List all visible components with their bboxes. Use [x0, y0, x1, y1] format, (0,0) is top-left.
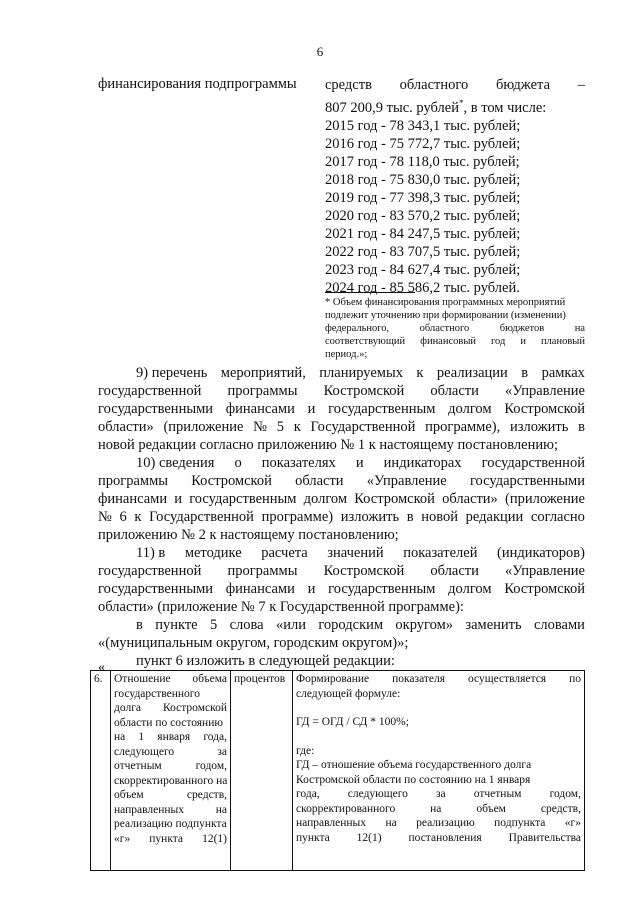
paragraph-line: [98, 454, 585, 472]
word: к: [134, 509, 142, 525]
cell-line: [296, 816, 581, 831]
word: на: [114, 731, 126, 743]
word: государственной: [98, 383, 202, 399]
word: «Управление: [505, 563, 585, 579]
word: и: [307, 581, 316, 597]
cell-line: [296, 831, 581, 846]
word: следующего: [114, 745, 175, 758]
word: (индикаторов): [497, 545, 585, 561]
year-amount-2024: 2024 год - 85 586,2 тыс. рублей.: [325, 279, 520, 296]
word: государственными: [98, 401, 214, 417]
word: плановый: [540, 336, 585, 347]
word: пункта: [149, 832, 184, 845]
word: соответствующий: [325, 336, 406, 347]
word: государственными: [98, 581, 214, 597]
word: и: [307, 401, 316, 417]
word: долгом: [448, 401, 492, 417]
word: на: [574, 323, 585, 334]
word: на: [385, 817, 397, 829]
word: индикаторах: [383, 455, 462, 471]
word: ГД = ОГД / СД * 100%;: [296, 716, 409, 728]
paragraph-line: [98, 490, 585, 508]
word: мероприятий,: [220, 365, 306, 381]
word: на: [430, 802, 442, 815]
total-amount: 807 200,9 тыс. рублей: [325, 99, 459, 116]
footnote: [325, 296, 585, 361]
word: средств,: [540, 802, 581, 815]
word: изложить: [509, 419, 569, 435]
word: осуществляется: [468, 673, 547, 685]
word: Государственной: [149, 509, 254, 525]
word: к: [293, 419, 301, 435]
word: период.»;: [325, 349, 368, 360]
cell-line: [114, 701, 227, 716]
word: следующей формуле:: [296, 687, 401, 700]
word: области» (приложение № 7 к Государственной программе):: [98, 599, 464, 615]
methodology-table: [90, 670, 585, 871]
word: государственного: [114, 687, 200, 700]
financing-details: [325, 76, 585, 297]
word: подпункта: [494, 817, 546, 829]
word: согласно: [530, 509, 585, 525]
paragraph-line: [98, 616, 585, 634]
cell-line: [296, 687, 581, 702]
word: пункте: [155, 617, 198, 633]
word: направленных: [114, 803, 185, 816]
word: бюджета: [495, 77, 551, 93]
word: долга: [114, 702, 142, 714]
word: объем: [114, 789, 144, 801]
cell-line: [296, 787, 581, 802]
word: долгом: [448, 581, 492, 597]
word: словами: [533, 617, 585, 633]
indicator-name: [111, 671, 231, 871]
word: Костромской: [323, 563, 405, 579]
paragraph-line: [98, 382, 585, 400]
word: области: [295, 473, 344, 489]
paragraph-line: [98, 436, 585, 454]
word: государственным: [189, 491, 297, 507]
word: 12(1): [202, 832, 227, 845]
word: объема: [192, 673, 227, 685]
word: Костромской: [504, 401, 585, 417]
cell-line: [296, 672, 581, 687]
word: области: [430, 563, 479, 579]
word: государственными: [469, 473, 585, 489]
word: отчетным: [114, 760, 162, 772]
word: финансами: [225, 401, 295, 417]
word: –: [577, 77, 585, 93]
word: показателя: [392, 673, 446, 685]
word: «(муниципальным округом, городским округом)»;: [98, 635, 409, 651]
calculation-description: [293, 671, 585, 871]
year-amount-2020: 2020 год - 83 570,2 тыс. рублей;: [325, 207, 521, 224]
word: «или: [275, 617, 306, 633]
year-amount-2017: 2017 год - 78 118,0 тыс. рублей;: [325, 153, 520, 170]
word: программы: [98, 473, 168, 489]
word: (приложение: [163, 419, 244, 435]
word: следующего: [347, 788, 408, 800]
word: скорректированного: [296, 802, 396, 815]
word: области по состоянию: [114, 716, 223, 729]
word: года,: [296, 788, 320, 800]
cell-line: [114, 759, 227, 774]
footnote-line: [325, 309, 585, 322]
word: отчетным: [473, 788, 522, 800]
word: 11) в: [136, 545, 166, 561]
financing-line-1: [325, 76, 585, 94]
word: 5: [276, 419, 284, 435]
word: значений: [327, 545, 384, 561]
word: и: [355, 455, 364, 471]
word: изложить: [340, 509, 400, 525]
word: планируемых: [319, 365, 403, 381]
word: средств,: [186, 789, 227, 801]
word: округом»: [395, 617, 454, 633]
opening-quote: «: [98, 660, 105, 675]
word: пункт 6 изложить в следующей редакции:: [136, 653, 395, 669]
year-amount-2022: 2022 год - 83 707,5 тыс. рублей;: [325, 243, 521, 260]
word: Костромской области по состоянию на 1 января: [296, 773, 531, 786]
word: 1: [138, 731, 145, 743]
footnote-mark: *: [458, 98, 464, 108]
word: и: [520, 336, 526, 347]
cell-line: [114, 730, 227, 745]
word: государственным: [328, 581, 436, 597]
word: 5: [209, 617, 218, 633]
paragraph-line: [98, 508, 585, 526]
item-number: 6.: [91, 671, 111, 871]
word: рамках: [541, 365, 585, 381]
word: показателях: [261, 455, 336, 471]
page-number: 6: [316, 44, 324, 59]
word: Костромской: [191, 473, 272, 489]
word: годом,: [195, 760, 227, 772]
paragraph-line: [98, 562, 585, 580]
word: реализацию подпункта: [114, 818, 227, 830]
word: области»: [98, 419, 154, 435]
word: Правительства: [508, 831, 581, 844]
word: новой: [421, 509, 458, 525]
year-amount-2018: 2018 год - 75 830,0 тыс. рублей;: [325, 171, 521, 188]
word: программе): [261, 509, 334, 525]
word: области»: [442, 491, 498, 507]
word: * Объем финансирования программных мероприятий: [325, 297, 566, 308]
year-amount-2015: 2015 год - 78 343,1 тыс. рублей;: [325, 117, 521, 134]
cell-line: [114, 803, 227, 818]
cell-line: [296, 715, 581, 730]
word: скорректированного на: [114, 774, 228, 787]
word: Государственной: [310, 419, 416, 435]
footnote-line: [325, 296, 585, 309]
word: средств: [325, 77, 372, 93]
word: Костромской: [163, 702, 227, 714]
cell-line: [114, 788, 227, 803]
word: (приложение: [504, 491, 585, 507]
cell-line: [114, 687, 227, 702]
paragraph-line: [98, 364, 585, 382]
year-amount-2021: 2021 год - 84 247,5 тыс. рублей;: [325, 225, 521, 242]
word: по: [569, 673, 581, 685]
word: бюджетов: [499, 323, 545, 334]
footnote-line: [325, 335, 585, 348]
word: программы: [227, 383, 298, 399]
paragraph-line: [98, 652, 585, 670]
word: программы: [227, 563, 298, 579]
word: реализацию: [416, 817, 475, 829]
total-suffix: , в том числе:: [463, 99, 547, 116]
word: слова: [229, 617, 264, 633]
paragraph-line: [98, 400, 585, 418]
word: за: [217, 745, 227, 758]
year-amount-2023: 2023 год - 84 627,4 тыс. рублей;: [325, 261, 521, 278]
cell-line: [114, 745, 227, 760]
word: объем: [476, 802, 506, 815]
cell-line: [296, 802, 581, 817]
footnote-line: [325, 348, 585, 361]
table-row: [91, 671, 585, 871]
body-paragraphs: [98, 364, 585, 670]
cell-line: [296, 758, 581, 773]
word: программе),: [425, 419, 501, 435]
financing-total-line: [325, 94, 585, 117]
word: год: [491, 336, 506, 347]
year-amount-2016: 2016 год - 75 772,7 тыс. рублей;: [325, 135, 521, 152]
word: областного: [419, 323, 470, 334]
word: финансами: [225, 581, 295, 597]
section-left-label: финансирования подпрограммы: [98, 76, 297, 92]
word: где:: [296, 744, 315, 757]
word: редакции: [465, 509, 524, 525]
word: в: [521, 365, 529, 381]
word: «Управление: [366, 473, 447, 489]
word: государственной: [481, 455, 585, 471]
word: в: [406, 509, 414, 525]
cell-line: [114, 672, 227, 687]
word: областного: [399, 77, 469, 93]
word: года,: [203, 731, 227, 743]
word: 10) сведения: [136, 455, 215, 471]
paragraph-line: [98, 472, 585, 490]
word: и: [174, 491, 183, 507]
word: финансами: [98, 491, 168, 507]
word: постановления: [408, 831, 482, 844]
word: января: [157, 731, 191, 743]
word: федерального,: [325, 323, 390, 334]
word: заменить: [465, 617, 522, 633]
word: к: [416, 365, 424, 381]
cell-line: [114, 774, 227, 789]
word: методике: [184, 545, 242, 561]
footnote-rule: [325, 292, 415, 293]
word: 9) перечень: [136, 365, 208, 381]
word: в: [578, 419, 585, 435]
paragraph-line: [98, 544, 585, 562]
word: за: [436, 788, 446, 800]
cell-line: [114, 817, 227, 832]
unit-of-measure: процентов: [231, 671, 293, 871]
word: расчета: [261, 545, 308, 561]
word: на: [215, 803, 227, 816]
word: государственным: [328, 401, 436, 417]
word: о: [234, 455, 242, 471]
cell-line: [114, 832, 227, 847]
paragraph-line: [98, 526, 585, 544]
word: «г»: [114, 832, 131, 845]
word: «г»: [564, 817, 581, 829]
word: ГД – отношение объема государственного долга: [296, 759, 532, 771]
word: «Управление: [505, 383, 585, 399]
word: №: [98, 509, 112, 525]
word: приложению № 2 к настоящему постановлению;: [98, 527, 399, 543]
cell-line: [296, 744, 581, 759]
word: Формирование: [296, 673, 370, 685]
word: финансовый: [420, 336, 477, 347]
word: Отношение: [114, 673, 171, 685]
cell-line: [296, 773, 581, 788]
word: подлежит уточнению при формировании (изменении): [325, 310, 566, 321]
word: государственной: [98, 563, 202, 579]
word: Костромской: [323, 383, 405, 399]
footnote-line: [325, 322, 585, 335]
paragraph-line: [98, 598, 585, 616]
word: новой редакции согласно приложению № 1 к настоящему постановлению;: [98, 437, 558, 453]
word: Костромской: [354, 491, 435, 507]
word: реализации: [436, 365, 508, 381]
word: пункта: [296, 831, 330, 844]
paragraph-line: [98, 418, 585, 436]
cell-line: [114, 716, 227, 731]
word: Костромской: [504, 581, 585, 597]
word: долгом: [303, 491, 348, 507]
word: в: [136, 617, 143, 633]
paragraph-line: [98, 634, 585, 652]
word: городским: [318, 617, 384, 633]
word: области: [430, 383, 479, 399]
year-amount-2019: 2019 год - 77 398,3 тыс. рублей;: [325, 189, 521, 206]
word: показателей: [403, 545, 478, 561]
word: 12(1): [356, 831, 382, 844]
word: 6: [119, 509, 127, 525]
word: годом,: [549, 788, 581, 800]
word: направленных: [296, 817, 367, 829]
word: №: [253, 419, 267, 435]
paragraph-line: [98, 580, 585, 598]
cell-line: [296, 701, 581, 715]
cell-line: [296, 730, 581, 744]
